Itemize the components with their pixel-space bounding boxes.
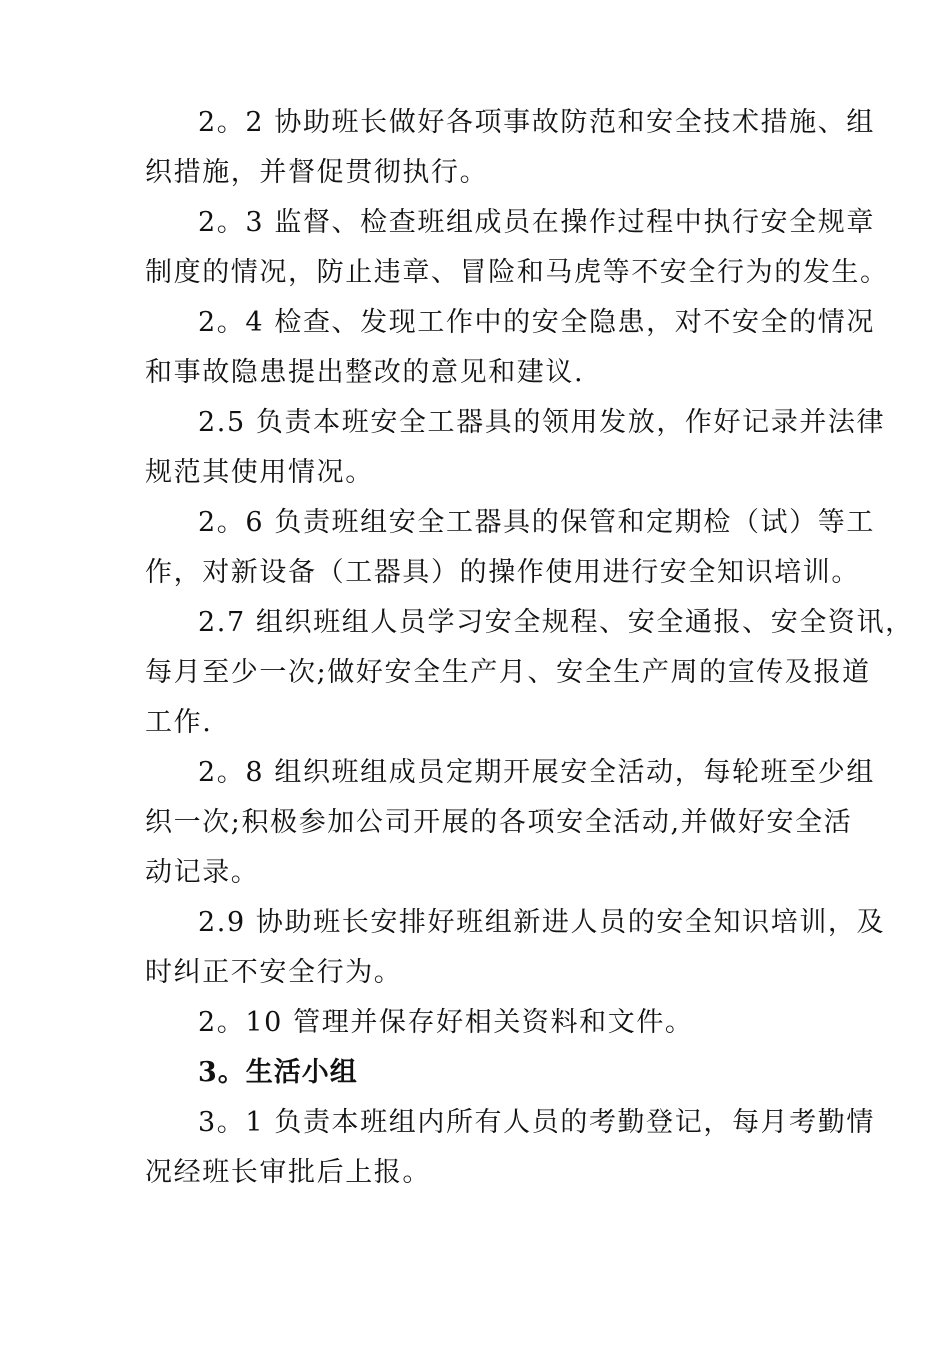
text-line: 2。2 协助班长做好各项事故防范和安全技术措施、组 [198,107,875,138]
text-line: 动记录。 [145,857,260,888]
text-line: 况经班长审批后上报。 [145,1157,431,1188]
section-heading: 3。生活小组 [198,1057,358,1088]
text-line: 2.7 组织班组人员学习安全规程、安全通报、安全资讯， [198,607,914,638]
text-line: 织一次;积极参加公司开展的各项安全活动,并做好安全活 [145,807,853,838]
text-line: 织措施，并督促贯彻执行。 [145,157,489,188]
text-line: 每月至少一次;做好安全生产月、安全生产周的宣传及报道 [145,657,871,688]
text-line: 2.9 协助班长安排好班组新进人员的安全知识培训，及 [198,907,886,938]
text-line: 和事故隐患提出整改的意见和建议. [145,357,585,388]
text-line: 规范其使用情况。 [145,457,374,488]
text-line: 2.5 负责本班安全工器具的领用发放，作好记录并法律 [198,407,886,438]
text-line: 2。10 管理并保存好相关资料和文件。 [198,1007,694,1038]
text-line: 2。3 监督、检查班组成员在操作过程中执行安全规章 [198,207,875,238]
text-line: 2。6 负责班组安全工器具的保管和定期检（试）等工 [198,507,875,538]
text-line: 3。1 负责本班组内所有人员的考勤登记，每月考勤情 [198,1107,875,1138]
text-line: 制度的情况，防止违章、冒险和马虎等不安全行为的发生。 [145,257,889,288]
text-line: 工作. [145,707,213,738]
text-line: 2。4 检查、发现工作中的安全隐患，对不安全的情况 [198,307,875,338]
text-line: 作，对新设备（工器具）的操作使用进行安全知识培训。 [145,557,860,588]
text-line: 时纠正不安全行为。 [145,957,403,988]
text-line: 2。8 组织班组成员定期开展安全活动，每轮班至少组 [198,757,875,788]
